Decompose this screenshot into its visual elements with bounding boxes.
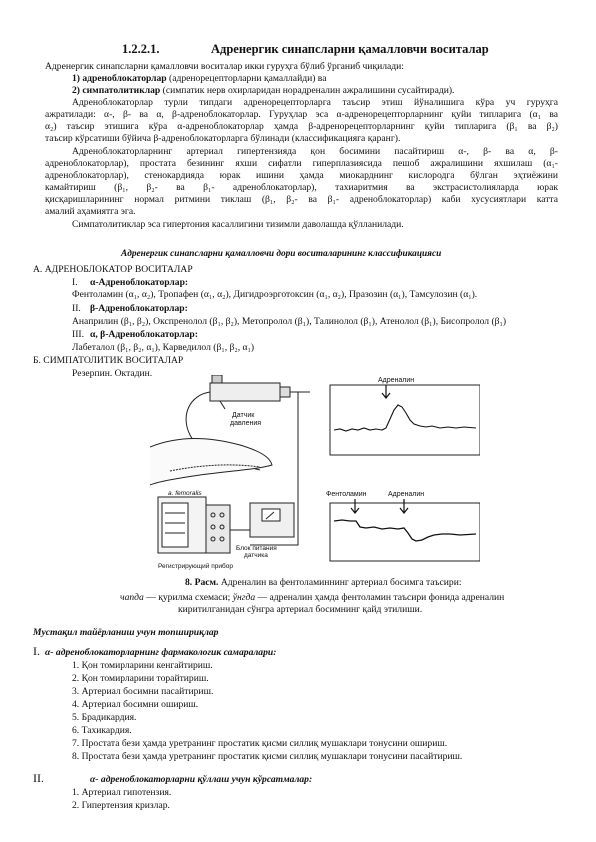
- power-supply-label: Блок питания датчика: [236, 545, 277, 559]
- adrenaline-label: Адреналин: [378, 377, 415, 384]
- list-item: 1. Қон томирларини кенгайтириш.: [72, 660, 213, 671]
- para2-line: адреноблокаторлар), стенокардияда юрак ишини ҳамда миокарднинг кислородга бўлган эҳтиёжини: [45, 170, 558, 181]
- para2-line: амалий аҳамиятга эга.: [45, 206, 136, 217]
- caption-right-term: ўнгда: [232, 592, 256, 603]
- group-1-title: α-Адреноблокаторлар:: [90, 277, 189, 288]
- para1-line: Адреноблокаторлар турли типдаги адренорецепторларга таъсир этиш йўналишига кўра уч гуруҳга: [72, 97, 558, 108]
- classification-title: Адренергик синапсларни қамалловчи дори воситаларининг классификацияси: [121, 249, 442, 259]
- phentolamine-label: Фентоламин: [326, 491, 367, 498]
- intro-item-2-text: (симпатик нерв охирларидан норадреналин ажралишини сусайтиради).: [160, 85, 455, 96]
- list-item: 3. Артериал босимни пасайтириш.: [72, 686, 214, 697]
- trace-panel-adrenaline: [330, 377, 480, 455]
- group-2-number: II.: [72, 303, 81, 314]
- class-b-heading: Б. СИМПАТОЛИТИК ВОСИТАЛАР: [33, 355, 184, 366]
- group-1-number: I.: [72, 277, 78, 288]
- figure-caption-line-2: [120, 592, 504, 604]
- list-item: 7. Простата бези ҳамда уретранинг простатик қисми силлиқ мушаклари тонусини ошириш.: [72, 738, 448, 749]
- group-2-drugs: Анаприлин (β₁, β₂), Окспренолол (β₁, β₂), Метопролол (β₁), Талинолол (β₁), Атенолол (β₁), Бисопролол (β₁): [72, 316, 507, 327]
- recorder-chart: [162, 503, 188, 547]
- figure-caption-text: Адреналин ва фентоламиннинг артериал босимга таъсири:: [218, 577, 462, 588]
- intro-item-1: [72, 73, 326, 85]
- group-3-title: α, β-Адреноблокаторлар:: [90, 329, 198, 340]
- intro-line: Адренергик синапсларни қамалловчи воситалар икки гуруҳга бўлиб ўрганиб чиқилади:: [45, 61, 404, 72]
- adrenaline-label-2: Адреналин: [388, 491, 425, 498]
- list-item: 8. Простата бези ҳамда уретранинг простатик қисми силлиқ мушаклари тонусини пасайтириш.: [72, 751, 463, 762]
- group-2-title: β-Адреноблокаторлар:: [90, 303, 188, 314]
- pressure-trace: [334, 405, 476, 431]
- figure-number: 8. Расм.: [185, 577, 219, 588]
- section-1-title: α- адреноблокаторларнинг фармакологик самаралари:: [45, 647, 277, 658]
- leg-outline: [150, 439, 272, 486]
- recorder-label: Регистрирующий прибор: [158, 563, 233, 570]
- list-item: 4. Артериал босимни ошириш.: [72, 699, 199, 710]
- para2-line: камайтириш (β₁, β₂- ва β₁- адреноблокаторлар), тахиаритмия ва экстрасистолияларда юрак: [45, 182, 558, 193]
- group-3-number: III.: [72, 329, 84, 340]
- caption-left-text: — қурилма схемаси;: [143, 592, 233, 603]
- section-number: 1.2.2.1.: [122, 42, 160, 56]
- sensor-label-pointer: [220, 401, 225, 409]
- para3-line: Симпатолитиклар эса гипертония касаллигини тизимли даволашда қўлланилади.: [72, 219, 404, 230]
- section-2-number: II.: [33, 771, 44, 785]
- adrenaline-arrow: [400, 499, 408, 513]
- class-a-heading: А. АДРЕНОБЛОКАТОР ВОСИТАЛАР: [33, 264, 193, 275]
- intro-item-1-text: (адренорецепторларни қамаллайди) ва: [166, 73, 327, 84]
- para2-line: адреноблокаторлар), простата безининг яхши сифатли гиперплазиясида пешоб ажралишини яхшилаш (α₁-: [45, 158, 558, 169]
- trace-frame: [330, 385, 480, 455]
- figure-caption: [185, 577, 462, 589]
- recorder-panel: [206, 505, 230, 553]
- list-item: 2. Қон томирларини торайтириш.: [72, 673, 209, 684]
- list-item: 1. Артериал гипотензия.: [72, 787, 172, 798]
- figure-caption-line-3: киритилганидан сўнгра артериал босимнинг қайд этилиши.: [178, 604, 423, 615]
- trace-panel-phentolamine: [326, 491, 480, 561]
- phentolamine-arrow: [351, 499, 359, 513]
- tasks-title: Мустақил тайёрланиш учун топшириқлар: [33, 627, 219, 638]
- para2-line: қисқаришларининг нормал ритмини тиклаш (β₁, β₂- ва β₁- адреноблокаторлар) каби хусусиятлари катта: [45, 194, 558, 205]
- caption-right-text: — адреналин ҳамда фентоламин таъсири фонида адреналин: [255, 592, 505, 603]
- intro-item-2-term: 2) симпатолитиклар: [72, 85, 161, 96]
- pressure-trace: [334, 520, 476, 541]
- injection-arrow: [382, 385, 390, 398]
- section-1-number: I.: [33, 644, 40, 658]
- section-title: Адренергик синапсларни қамалловчи воситалар: [211, 42, 489, 56]
- caption-left-term: чапда: [120, 592, 144, 603]
- group-3-drugs: Лабеталол (β₁, β₂, α₁), Карведилол (β₁, β₂, α₁): [72, 342, 255, 353]
- list-item: 2. Гипертензия кризлар.: [72, 800, 170, 811]
- pressure-sensor: [210, 383, 280, 401]
- list-item: 5. Брадикардия.: [72, 712, 137, 723]
- sensor-valve: [212, 375, 222, 383]
- para1-line: α₂) таъсир этишига кўра α-адреноблокаторлар ҳамда β-адренорецепторларнинг қуйи типларига (β₁ ва β₂): [45, 121, 558, 132]
- sensor-label: Датчик давления: [230, 412, 262, 427]
- para1-line: ажратилади: α-, β- ва α, β-адреноблокаторлар. Гуруҳлар эса α-адренорецепторларнинг қуйи типларига (α₁ ва: [45, 109, 558, 120]
- apparatus-diagram: [150, 375, 310, 553]
- artery-label: a. femoralis: [168, 490, 202, 497]
- figure-8: [150, 375, 480, 573]
- intro-item-1-term: 1) адреноблокаторлар: [72, 73, 167, 84]
- list-item: 6. Тахикардия.: [72, 725, 132, 736]
- class-b-drugs: Резерпин. Октадин.: [72, 368, 153, 379]
- section-2-title: α- адреноблокаторларни қўллаш учун кўрсатмалар:: [90, 774, 313, 785]
- sensor-cap: [280, 387, 290, 397]
- para1-line: таъсир кўрсатиши бўйича β-адреноблокаторларга бўлинади (классификацияга қаранг).: [45, 133, 401, 144]
- intro-item-2: [72, 85, 454, 97]
- group-1-drugs: Фентоламин (α₁, α₂), Тропафен (α₁, α₂), Дигидроэрготоксин (α₁, α₂), Празозин (α₁), Тамсулозин (α₁).: [72, 289, 478, 300]
- para2-line: Адреноблокаторларнинг артериал гипертензияда қон босимини пасайтириш α-, β- ва α, β-: [72, 146, 558, 157]
